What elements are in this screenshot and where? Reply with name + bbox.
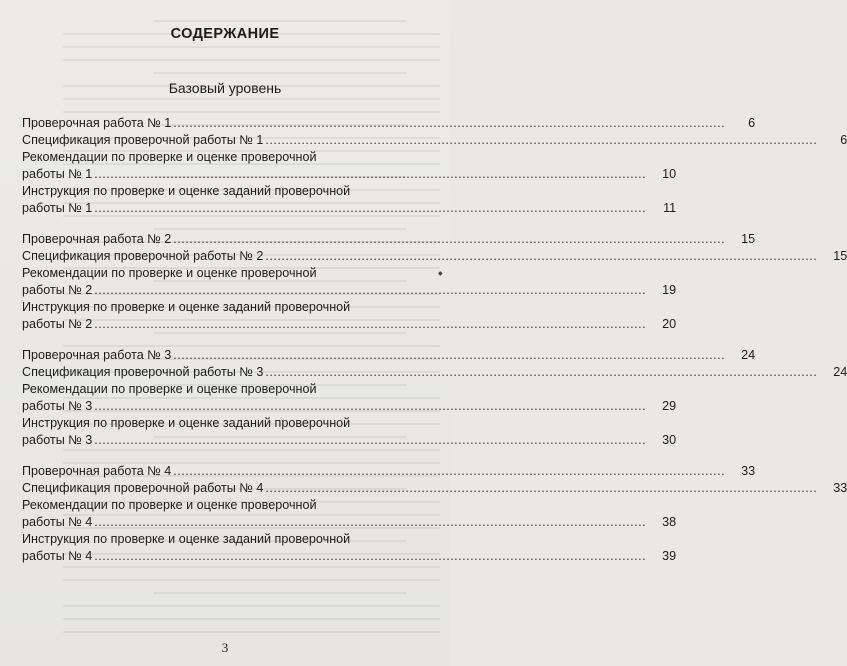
toc-group — [22, 463, 847, 565]
toc-entry[interactable] — [22, 364, 847, 381]
toc-entry[interactable] — [22, 531, 677, 565]
toc-entry-row — [22, 200, 677, 217]
toc-entry[interactable] — [22, 415, 677, 449]
toc-entry-label: Спецификация проверочной работы № 2 — [22, 249, 264, 263]
toc-entry-row — [22, 548, 677, 565]
toc-entry-row — [22, 347, 756, 364]
toc-entry[interactable] — [22, 265, 677, 299]
toc-entry-page-number: 24 — [833, 365, 847, 379]
dot-leader: .......................................................................................................................................... — [173, 116, 726, 130]
toc-entry-title-line: Инструкция по проверке и оценке заданий проверочной — [22, 300, 351, 314]
toc-entry-title-line: Инструкция по проверке и оценке заданий проверочной — [22, 532, 351, 546]
dot-leader: .......................................................................................................................................... — [94, 433, 647, 447]
toc-entry[interactable] — [22, 248, 847, 265]
toc-entry-title-line: Рекомендации по проверке и оценке проверочной — [22, 150, 317, 164]
toc-entry-page-number: 6 — [748, 116, 756, 130]
toc-entry-title-line: Рекомендации по проверке и оценке проверочной — [22, 498, 317, 512]
dot-leader: .......................................................................................................................................... — [173, 464, 726, 478]
toc-entry-page-number: 33 — [833, 481, 847, 495]
toc-entry-row — [22, 463, 756, 480]
dot-leader: .......................................................................................................................................... — [173, 348, 726, 362]
toc-entry-page-number: 29 — [662, 399, 677, 413]
toc-entry-page-number: 19 — [662, 283, 677, 297]
toc-entry-page-number: 39 — [662, 549, 677, 563]
toc-entry-label: работы № 1 — [22, 201, 93, 215]
toc-entry-row — [22, 248, 847, 265]
toc-group — [22, 347, 847, 449]
toc-entry[interactable] — [22, 231, 756, 248]
toc-entry-page-number: 15 — [833, 249, 847, 263]
toc-entry-page-number: 6 — [840, 133, 847, 147]
toc-entry[interactable] — [22, 183, 677, 217]
toc-entry-row — [22, 480, 847, 497]
table-of-contents — [22, 115, 847, 579]
toc-entry-row — [22, 231, 756, 248]
dot-leader: .......................................................................................................................................... — [94, 201, 647, 215]
toc-entry-row — [22, 166, 677, 183]
dot-leader: .......................................................................................................................................... — [265, 365, 818, 379]
toc-entry-label: Спецификация проверочной работы № 3 — [22, 365, 264, 379]
toc-entry-label: Спецификация проверочной работы № 1 — [22, 133, 264, 147]
toc-entry-label: работы № 3 — [22, 399, 93, 413]
toc-entry-row — [22, 432, 677, 449]
section-subtitle: Базовый уровень — [168, 80, 282, 96]
toc-entry[interactable] — [22, 132, 847, 149]
dot-leader: .......................................................................................................................................... — [94, 549, 647, 563]
toc-entry-label: Проверочная работа № 1 — [22, 116, 172, 130]
dot-leader: .......................................................................................................................................... — [265, 481, 818, 495]
toc-entry-label: Проверочная работа № 4 — [22, 464, 172, 478]
toc-entry-page-number: 24 — [741, 348, 756, 362]
toc-group — [22, 231, 847, 333]
toc-entry-label: работы № 2 — [22, 317, 93, 331]
toc-entry-page-number: 30 — [662, 433, 677, 447]
toc-entry-row — [22, 316, 677, 333]
scan-speck: ◆ — [438, 271, 443, 277]
toc-entry-label: работы № 4 — [22, 515, 93, 529]
dot-leader: .......................................................................................................................................... — [173, 232, 726, 246]
toc-entry-label: Проверочная работа № 2 — [22, 232, 172, 246]
toc-entry-row — [22, 398, 677, 415]
toc-entry-page-number: 33 — [741, 464, 756, 478]
toc-entry-row — [22, 115, 756, 132]
toc-entry-label: Спецификация проверочной работы № 4 — [22, 481, 264, 495]
dot-leader: .......................................................................................................................................... — [94, 515, 647, 529]
toc-entry-row — [22, 514, 677, 531]
toc-entry[interactable] — [22, 115, 756, 132]
dot-leader: .......................................................................................................................................... — [94, 399, 647, 413]
toc-entry-page-number: 10 — [662, 167, 677, 181]
toc-entry-label: Проверочная работа № 3 — [22, 348, 172, 362]
toc-entry[interactable] — [22, 149, 677, 183]
toc-entry-title-line: Инструкция по проверке и оценке заданий проверочной — [22, 416, 351, 430]
toc-entry-title-line: Рекомендации по проверке и оценке проверочной — [22, 266, 317, 280]
toc-entry-label: работы № 2 — [22, 283, 93, 297]
toc-entry-page-number: 15 — [741, 232, 756, 246]
toc-entry-row — [22, 364, 847, 381]
dot-leader: .......................................................................................................................................... — [265, 249, 818, 263]
toc-entry-title-line: Рекомендации по проверке и оценке проверочной — [22, 382, 317, 396]
dot-leader: .......................................................................................................................................... — [94, 283, 647, 297]
toc-entry-label: работы № 1 — [22, 167, 93, 181]
toc-entry[interactable] — [22, 497, 677, 531]
toc-entry-page-number: 11 — [663, 201, 677, 215]
toc-entry[interactable] — [22, 463, 756, 480]
toc-entry[interactable] — [22, 480, 847, 497]
page-number: 3 — [221, 640, 229, 655]
toc-entry[interactable] — [22, 347, 756, 364]
page-title: СОДЕРЖАНИЕ — [170, 26, 280, 42]
toc-entry[interactable] — [22, 299, 677, 333]
toc-entry-row — [22, 132, 847, 149]
toc-entry-label: работы № 3 — [22, 433, 93, 447]
toc-entry-label: работы № 4 — [22, 549, 93, 563]
toc-group — [22, 115, 847, 217]
toc-entry[interactable] — [22, 381, 677, 415]
toc-entry-page-number: 38 — [662, 515, 677, 529]
dot-leader: .......................................................................................................................................... — [94, 317, 647, 331]
dot-leader: .......................................................................................................................................... — [94, 167, 647, 181]
toc-entry-title-line: Инструкция по проверке и оценке заданий проверочной — [22, 184, 351, 198]
dot-leader: .......................................................................................................................................... — [265, 133, 818, 147]
toc-entry-row — [22, 282, 677, 299]
toc-entry-page-number: 20 — [662, 317, 677, 331]
